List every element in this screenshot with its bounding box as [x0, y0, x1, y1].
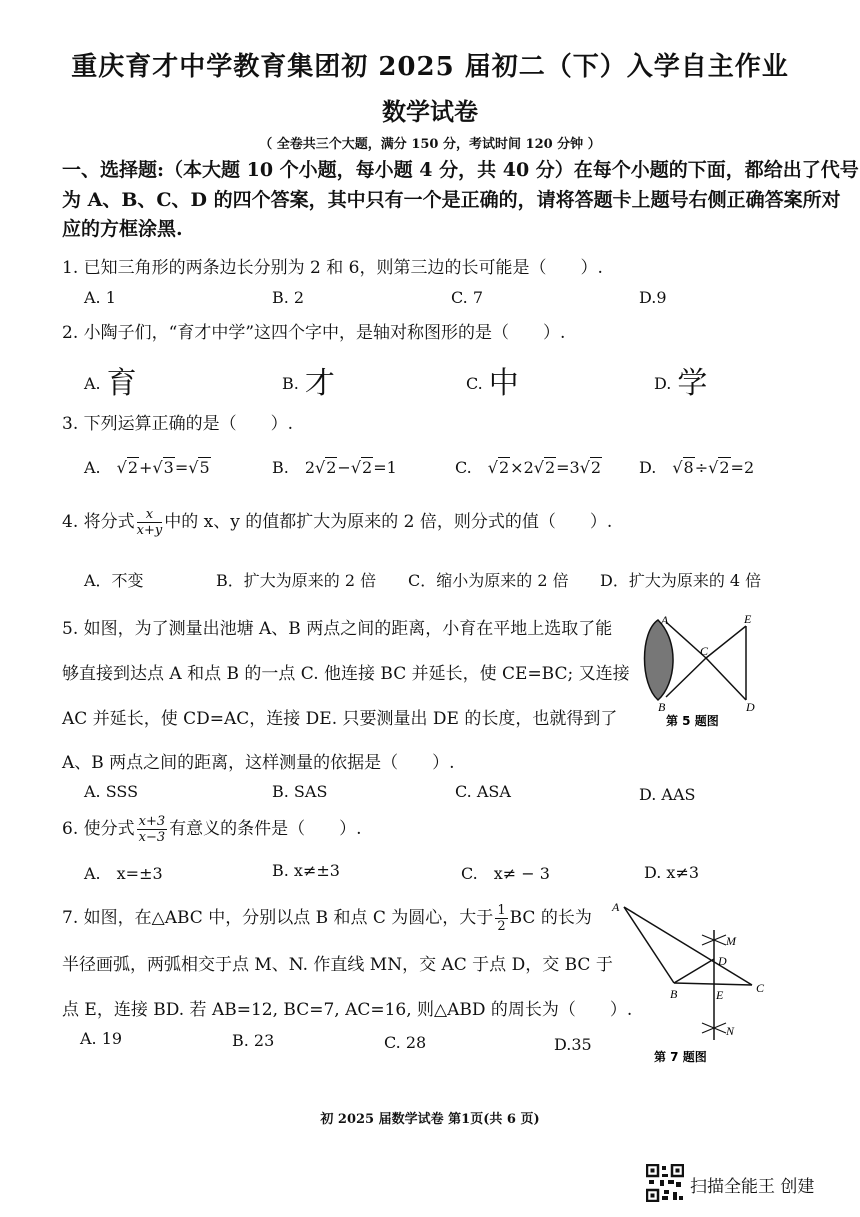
q1-option-d: D.9 [639, 288, 667, 307]
q5-line2: 够直接到达点 A 和点 B 的一点 C. 他连接 BC 并延长，使 CE=BC; 又连接 [62, 664, 630, 684]
fig7-label-c: C [756, 981, 765, 995]
section-heading-line1: 一、选择题:（本大题 10 个小题，每小题 4 分，共 40 分）在每个小题的下面，都给出了代号 [62, 159, 859, 181]
fig5-label-a: A [661, 613, 669, 627]
section-heading-line3: 应的方框涂黑. [62, 218, 183, 240]
q7-option-d: D.35 [554, 1035, 592, 1054]
q1-option-b: B. 2 [272, 288, 305, 307]
q5-line3: AC 并延长，使 CD=AC，连接 DE. 只要测量出 DE 的长度，也就得到了 [62, 709, 618, 729]
fig5-label-b: B [658, 700, 666, 714]
exam-subject: 数学试卷 [382, 97, 478, 126]
q4-fraction: $\frac{x}{x+y}$ [136, 507, 163, 538]
q3-option-c: C. √2×2√2=3√2 [455, 458, 602, 477]
q1-option-a: A. 1 [84, 288, 116, 307]
fig7-label-a: A [612, 900, 620, 914]
fig5-label-c: C [700, 644, 709, 658]
q2-option-b: B. 才 [282, 366, 335, 401]
q6-option-d: D. x≠3 [644, 863, 700, 882]
q4-option-d: D．扩大为原来的 4 倍 [600, 571, 762, 590]
q3-text: 3. 下列运算正确的是（ ）. [62, 414, 294, 434]
q4-text: 4. 将分式 $\frac{x}{x+y}$ 中的 x、y 的值都扩大为原来的 2 倍，则分式的值（ ）. [62, 507, 613, 538]
exam-title: 重庆育才中学教育集团初 2025 届初二（下）入学自主作业 [71, 52, 789, 82]
fig5-label-d: D [746, 700, 755, 714]
q5-option-c: C. ASA [455, 782, 511, 801]
q7-line3: 点 E，连接 BD. 若 AB=12, BC=7, AC=16, 则△ABD 的周长为（ ）. [62, 1000, 633, 1020]
q7-line2: 半径画弧，两弧相交于点 M、N. 作直线 MN，交 AC 于点 D，交 BC 于 [62, 955, 613, 975]
q5-figure [636, 612, 776, 732]
q5-option-d: D. AAS [639, 785, 696, 804]
q6-option-b: B. x≠±3 [272, 861, 340, 880]
q2-option-c: C. 中 [466, 366, 519, 401]
q3-option-a: A. √2+√3=√5 [84, 458, 210, 477]
q2-char-b: 才 [304, 366, 335, 401]
q7-fraction: $\frac{1}{2}$ [497, 903, 506, 934]
q7-option-c: C. 28 [384, 1033, 427, 1052]
q6-option-c: C. x≠ − 3 [461, 864, 550, 883]
fig7-caption: 第 7 题图 [654, 1050, 707, 1064]
exam-note: （ 全卷共三个大题，满分 150 分，考试时间 120 分钟 ） [259, 137, 601, 152]
q6-option-a: A. x=±3 [84, 864, 163, 883]
q2-text: 2. 小陶子们，“育才中学”这四个字中，是轴对称图形的是（ ）. [62, 323, 566, 343]
q6-text: 6. 使分式 $\frac{x+3}{x-3}$ 有意义的条件是（ ）. [62, 814, 362, 845]
q4-option-a: A．不变 [84, 571, 144, 590]
q2-option-d: D. 学 [654, 366, 708, 401]
fig5-label-e: E [744, 612, 752, 626]
qr-code-icon [646, 1164, 684, 1202]
section-heading-line2: 为 A、B、C、D 的四个答案，其中只有一个是正确的，请将答题卡上题号右侧正确答案所对 [62, 189, 841, 211]
q7-option-b: B. 23 [232, 1031, 275, 1050]
q4-option-c: C．缩小为原来的 2 倍 [408, 571, 569, 590]
fig5-caption: 第 5 题图 [666, 714, 719, 728]
q3-option-d: D. √8÷√2=2 [639, 458, 755, 477]
fig7-label-e: E [716, 988, 724, 1002]
q7-figure [610, 895, 780, 1075]
q1-text: 1. 已知三角形的两条边长分别为 2 和 6，则第三边的长可能是（ ）. [62, 258, 603, 278]
fig7-label-m: M [726, 934, 736, 948]
fig7-label-d: D [718, 954, 727, 968]
q2-char-c: 中 [488, 366, 519, 401]
q5-option-b: B. SAS [272, 782, 328, 801]
q2-char-d: 学 [677, 366, 708, 401]
q4-option-b: B．扩大为原来的 2 倍 [216, 571, 377, 590]
pond-shape [645, 620, 674, 700]
q3-option-b: B. 2√2−√2=1 [272, 458, 397, 477]
q6-fraction: $\frac{x+3}{x-3}$ [138, 814, 166, 845]
page-footer: 初 2025 届数学试卷 第1页(共 6 页) [320, 1112, 540, 1127]
q2-option-a: A. 育 [84, 366, 137, 401]
fig7-label-n: N [726, 1024, 735, 1038]
q5-line1: 5. 如图，为了测量出池塘 A、B 两点之间的距离，小育在平地上选取了能 [62, 619, 613, 639]
q7-option-a: A. 19 [80, 1029, 123, 1048]
q1-option-c: C. 7 [451, 288, 484, 307]
scanner-watermark: 扫描全能王 创建 [690, 1177, 815, 1197]
fig7-label-b: B [670, 987, 678, 1001]
q7-line1: 7. 如图，在△ABC 中，分别以点 B 和点 C 为圆心，大于 $\frac{1}{2}$ BC 的长为 [62, 903, 592, 934]
q5-line4: A、B 两点之间的距离，这样测量的依据是（ ）. [62, 753, 455, 773]
q5-option-a: A. SSS [84, 782, 139, 801]
q2-char-a: 育 [106, 366, 137, 401]
